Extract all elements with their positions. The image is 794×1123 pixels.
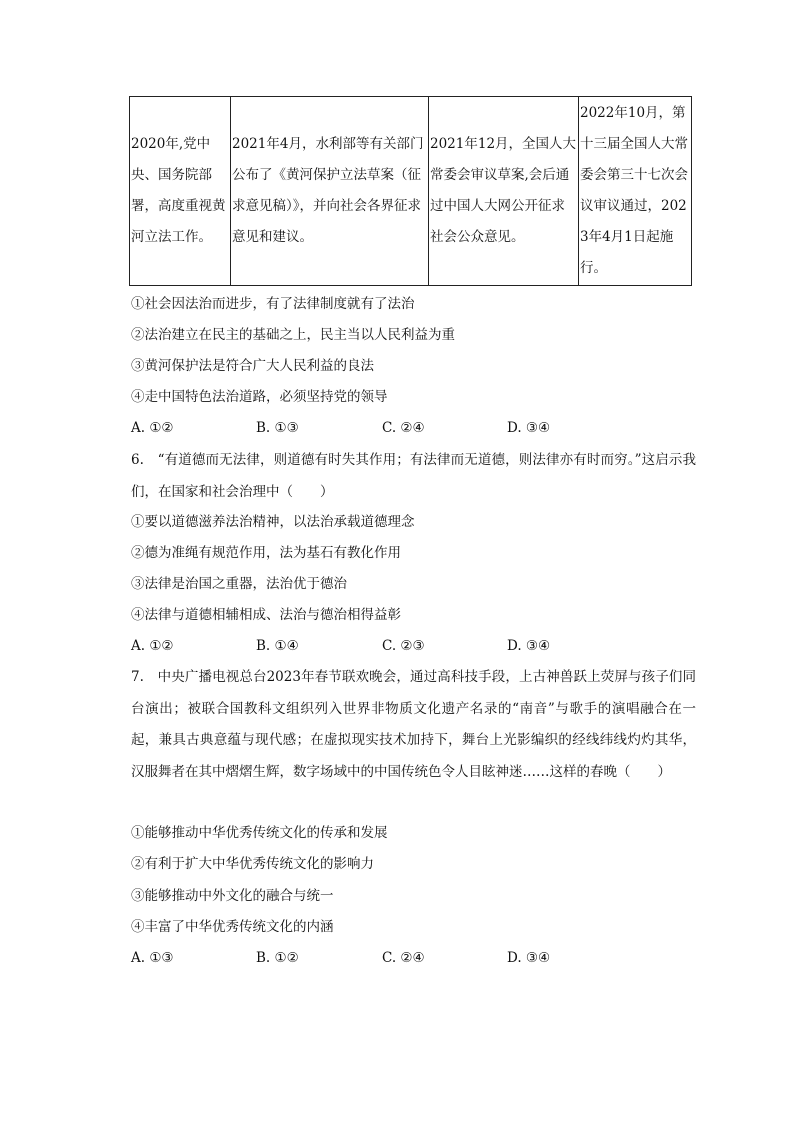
q6-statement-4: ④法律与道德相辅相成、法治与德治相得益彰: [131, 607, 401, 623]
q6-option-d[interactable]: D. ③④: [507, 638, 551, 654]
q7-options: [131, 948, 691, 968]
q7-option-c[interactable]: C. ②④: [382, 950, 425, 966]
q6-statement-1: ①要以道德滋养法治精神，以法治承载道德理念: [131, 514, 415, 530]
q5-statement-2: ②法治建立在民主的基础之上，民主当以人民利益为重: [131, 327, 455, 343]
table-cell-2021-december: 2021年12月，全国人大常委会审议草案,会后通过中国人大网公开征求社会公众意见。: [429, 97, 579, 286]
q7-option-a[interactable]: A. ①③: [131, 950, 174, 966]
q5-option-a[interactable]: A. ①②: [131, 420, 174, 436]
q7-option-b[interactable]: B. ①②: [256, 950, 299, 966]
table-row: [130, 97, 692, 286]
q5-option-b[interactable]: B. ①③: [256, 420, 299, 436]
q6-stem: 6. “有道德而无法律，则道德有时失其作用；有法律而无道德，则法律亦有时而穷。”这启示我们，在国家和社会治理中（ ）: [131, 452, 696, 500]
q5-statement-1: ①社会因法治而进步，有了法律制度就有了法治: [131, 296, 415, 312]
q6-option-c[interactable]: C. ②③: [382, 638, 425, 654]
q6-option-a[interactable]: A. ①②: [131, 638, 174, 654]
q5-option-c[interactable]: C. ②④: [382, 420, 425, 436]
q7-option-d[interactable]: D. ③④: [507, 950, 551, 966]
q7-statement-2: ②有利于扩大中华优秀传统文化的影响力: [131, 856, 374, 872]
table-cell-2021-april: 2021年4月，水利部等有关部门公布了《黄河保护立法草案（征求意见稿）》，并向社会各界征求意见和建议。: [231, 97, 429, 286]
q6-option-b[interactable]: B. ①④: [256, 638, 299, 654]
q7-stem: 7. 中央广播电视总台2023年春节联欢晚会，通过高科技手段，上古神兽跃上荧屏与孩子们同台演出；被联合国教科文组织列入世界非物质文化遗产名录的“南音”与歌手的演唱融合在一起，兼具古典意蕴与现代感；在虚拟现实技术加持下，舞台上光影编织的经线纬线灼灼其华，汉服舞者在其中熠熠生辉，数字场域中的中国传统色令人目眩神迷……这样的春晚（ ）: [131, 669, 696, 780]
legislation-timeline-table: [129, 96, 692, 286]
q7-statement-3: ③能够推动中外文化的融合与统一: [131, 888, 334, 904]
q6-statement-2: ②德为准绳有规范作用，法为基石有教化作用: [131, 545, 401, 561]
q5-options: [131, 418, 691, 438]
q6-statement-3: ③法律是治国之重器，法治优于德治: [131, 576, 347, 592]
table-cell-2022-october: 2022年10月，第十三届全国人大常委会第三十七次会议审议通过，2023年4月1日起施行。: [579, 97, 692, 286]
q7-statement-4: ④丰富了中华优秀传统文化的内涵: [131, 919, 334, 935]
q5-statement-3: ③黄河保护法是符合广大人民利益的良法: [131, 358, 374, 374]
q6-options: [131, 636, 691, 656]
q5-option-d[interactable]: D. ③④: [507, 420, 551, 436]
q5-statement-4: ④走中国特色法治道路，必须坚持党的领导: [131, 389, 388, 405]
q7-statement-1: ①能够推动中华优秀传统文化的传承和发展: [131, 825, 388, 841]
table-cell-2020: 2020年,党中央、国务院部署，高度重视黄河立法工作。: [130, 97, 231, 286]
